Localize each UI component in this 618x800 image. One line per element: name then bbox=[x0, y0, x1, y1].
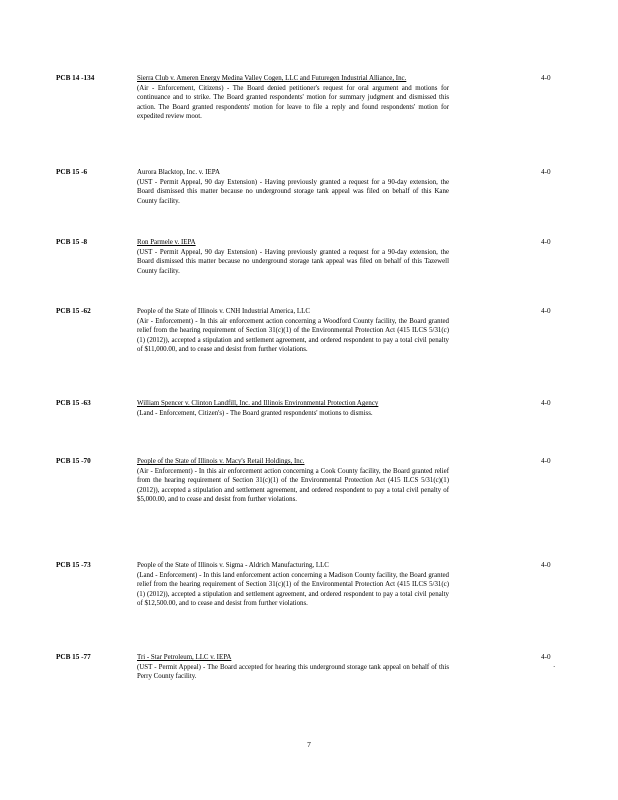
docket-number: PCB 15 -70 bbox=[56, 457, 91, 465]
vote-count: 4-0 bbox=[541, 399, 551, 407]
page-number: 7 bbox=[307, 740, 311, 749]
entry-content bbox=[137, 653, 449, 682]
vote-tally bbox=[541, 307, 551, 315]
case-description: (UST - Permit Appeal, 90 day Extension) - Having previously granted a request for a 90-day extension, the Board dismissed this matter because no underground storage tank appeal was filed on behalf of this Kane County facility. bbox=[137, 178, 449, 205]
entry-content bbox=[137, 238, 449, 276]
docket-number: PCB 15 -62 bbox=[56, 307, 91, 315]
case-caption: People of the State of Illinois v. Sigma - Aldrich Manufacturing, LLC bbox=[137, 562, 329, 569]
case-caption: Ron Parmele v. IEPA bbox=[137, 239, 196, 246]
entry-content bbox=[137, 168, 449, 206]
vote-count: 4-0 bbox=[541, 457, 551, 465]
entry-content bbox=[137, 561, 449, 609]
vote-count: 4-0 bbox=[541, 168, 551, 176]
vote-tally bbox=[541, 653, 555, 669]
docket-number: PCB 14 -134 bbox=[56, 74, 95, 82]
entry-content bbox=[137, 307, 449, 355]
vote-count: 4-0 bbox=[541, 238, 551, 246]
docket-number: PCB 15 -77 bbox=[56, 653, 91, 661]
case-description: (Land - Enforcement, Citizen's) - The Board granted respondents' motions to dismiss. bbox=[137, 409, 373, 417]
entry-content bbox=[137, 457, 449, 505]
vote-tally bbox=[541, 238, 551, 246]
case-description: (Air - Enforcement) - In this air enforcement action concerning a Woodford County facility, the Board granted relief from the hearing requirement of Section 31(c)(1) of the Environmental Protection Act (415 ILCS 5/31(c)(1) (2012)), accepted a stipulation and settlement agreement, and ordered respondent to pay a total civil penalty of $11,000.00, and to cease and desist from further violations. bbox=[137, 317, 449, 353]
vote-tally bbox=[541, 168, 551, 176]
vote-mark: . bbox=[553, 661, 555, 669]
case-caption: Aurora Blacktop, Inc. v. IEPA bbox=[137, 169, 220, 176]
vote-count: 4-0 bbox=[541, 561, 551, 569]
vote-tally bbox=[541, 457, 551, 465]
vote-tally bbox=[541, 561, 551, 569]
docket-number: PCB 15 -8 bbox=[56, 238, 88, 246]
docket-number: PCB 15 -73 bbox=[56, 561, 91, 569]
case-description: (Land - Enforcement) - In this land enforcement action concerning a Madison County facility, the Board granted relief from the hearing requirement of Section 31(c)(1) of the Environmental Protection Act (415 ILCS 5/31(c)(1) (2012)), accepted a stipulation and settlement agreement, and ordered respondent to pay a total civil penalty of $12,500.00, and to cease and desist from further violations. bbox=[137, 571, 449, 607]
vote-count: 4-0 bbox=[541, 307, 551, 315]
case-caption: Tri - Star Petroleum, LLC v. IEPA bbox=[137, 654, 232, 661]
case-description: (Air - Enforcement, Citizens) - The Board denied petitioner's request for oral argument and motions for continuance and to strike. The Board granted respondents' motion for summary judgment and dismissed this action. The Board granted respondents' motion for leave to file a reply and found respondents' motion for expedited review moot. bbox=[137, 84, 449, 120]
vote-tally bbox=[541, 399, 551, 407]
vote-count: 4-0 bbox=[541, 74, 551, 82]
case-caption: People of the State of Illinois v. CNH Industrial America, LLC bbox=[137, 308, 310, 315]
entry-content bbox=[137, 74, 449, 122]
entry-content bbox=[137, 399, 449, 418]
docket-number: PCB 15 -6 bbox=[56, 168, 88, 176]
case-caption: William Spencer v. Clinton Landfill, Inc. and Illinois Environmental Protection Agency bbox=[137, 400, 379, 407]
case-description: (Air - Enforcement) - In this air enforcement action concerning a Cook County facility, the Board granted relief from the hearing requirement of Section 31(c)(1) of the Environmental Protection Act (415 ILCS 5/31(c)(1) (2012)), accepted a stipulation and settlement agreement, and ordered respondent to pay a total civil penalty of $5,000.00, and to cease and desist from further violations. bbox=[137, 467, 449, 503]
case-description: (UST - Permit Appeal, 90 day Extension) - Having previously granted a request for a 90-day extension, the Board dismissed this matter because no underground storage tank appeal was filed on behalf of this Tazewell County facility. bbox=[137, 248, 449, 275]
case-description: (UST - Permit Appeal) - The Board accepted for hearing this underground storage tank appeal on behalf of this Perry County facility. bbox=[137, 663, 449, 680]
vote-count: 4-0 bbox=[541, 653, 551, 661]
case-caption: People of the State of Illinois v. Macy's Retail Holdings, Inc. bbox=[137, 458, 305, 465]
docket-number: PCB 15 -63 bbox=[56, 399, 91, 407]
vote-tally bbox=[541, 74, 551, 82]
case-caption: Sierra Club v. Ameren Energy Medina Valley Cogen, LLC and Futuregen Industrial Alliance, Inc. bbox=[137, 75, 407, 82]
